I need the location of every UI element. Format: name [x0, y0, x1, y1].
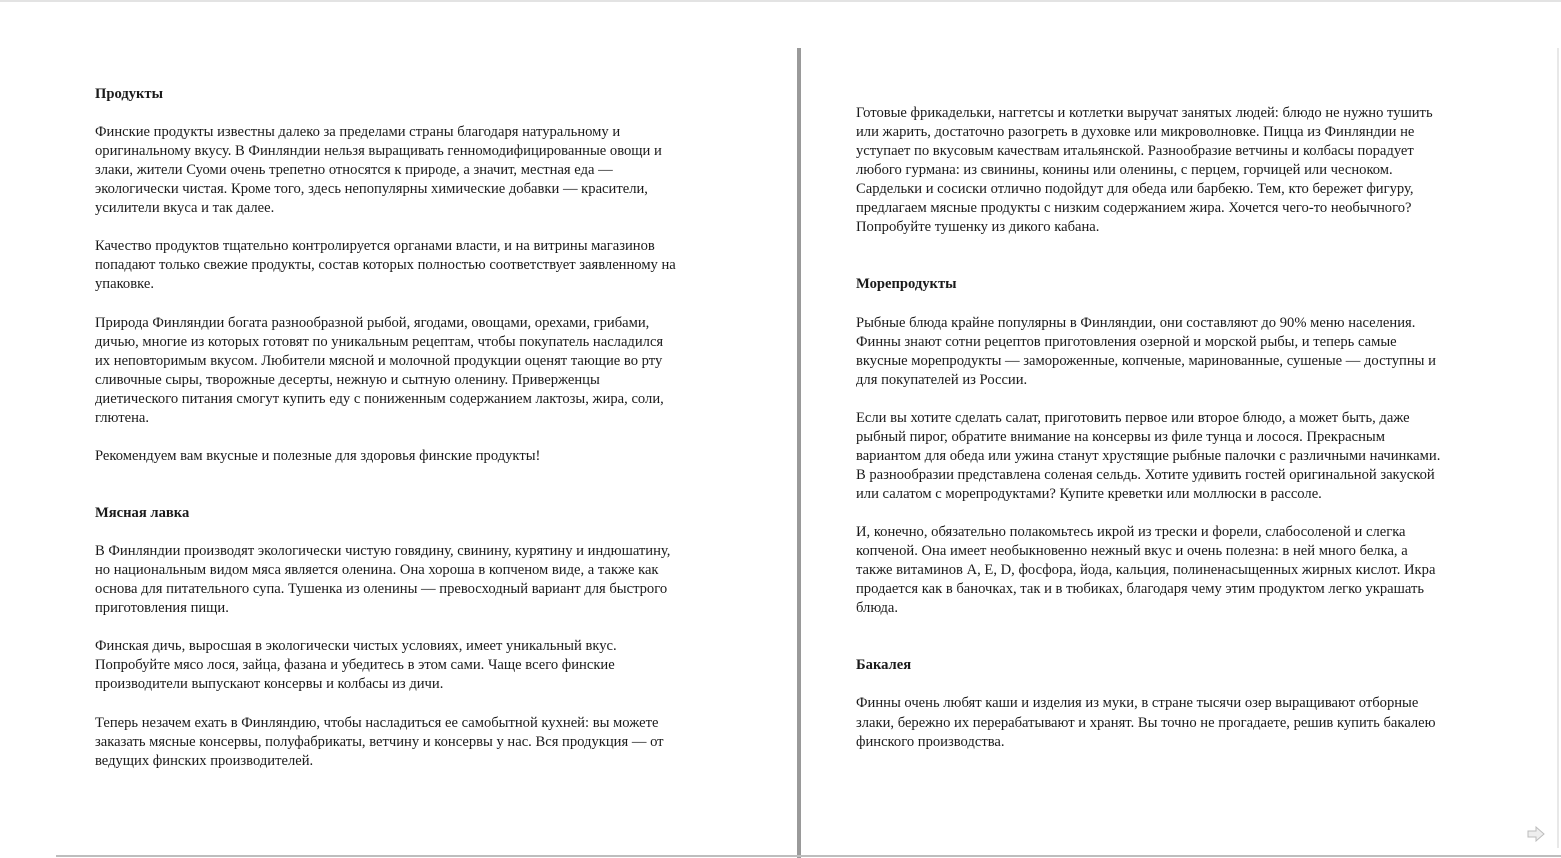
heading-products: Продукты: [95, 86, 163, 102]
paragraph-caviar: И, конечно, обязательно полакомьтесь икрой из трески и форели, слабосоленой и слегка копченой. Она имеет необыкновенно нежный вкус и очень полезна: в ней много белка, а также витаминов A, E, D, фосфора, йода, кальция, полиненасыщенных жирных кислот. Икра продается как в баночках, так и в тюбиках, благодаря чему этим продуктом легко украшать блюда.: [856, 524, 1436, 617]
paragraph-recommend: Рекомендуем вам вкусные и полезные для здоровья финские продукты!: [95, 447, 541, 464]
arrow-right-icon[interactable]: [1526, 826, 1546, 842]
paragraph-quality: Качество продуктов тщательно контролируется органами власти, и на витрины магазинов попадают только свежие продукты, состав которых полностью соответствует заявленному на упаковке.: [95, 238, 676, 293]
right-page-edge: [1557, 48, 1559, 848]
paragraph-fish-dishes: Рыбные блюда крайне популярны в Финляндии, они составляют до 90% меню населения. Финны знают сотни рецептов приготовления озерной и морской рыбы, и теперь самые вкусные морепродукты — замороженные, копченые, маринованные, сушеные — доступны и для покупателей из России.: [856, 314, 1436, 388]
heading-seafood: Морепродукты: [856, 276, 957, 293]
paragraph-ready-meals: Готовые фрикадельки, наггетсы и котлетки выручат занятых людей: блюдо не нужно тушить или жарить, достаточно разогреть в духовке или микроволновке. Пицца из Финляндии не уступает по вкусовым качествам итальянской. Разнообразие ветчины и колбасы порадует любого гурмана: из свинины, конины или оленины, с перцем, горчицей или чесноком. Сардельки и сосиски отлично подойдут для обеда или барбекю. Тем, кто бережет фигуру, предлагаем мясные продукты с низким содержанием жира. Хочется чего-то необычного? Попробуйте тушенку из дикого кабана.: [856, 105, 1433, 236]
bottom-border: [56, 855, 1561, 857]
paragraph-order-meat: Теперь незачем ехать в Финляндию, чтобы насладиться ее самобытной кухней: вы можете заказать мясные консервы, полуфабрикаты, ветчину и консервы у нас. Вся продукция — от ведущих финских производителей.: [95, 714, 664, 769]
page-divider: [797, 48, 801, 858]
heading-meat-shop: Мясная лавка: [95, 505, 190, 522]
paragraph-game-meat: Финская дичь, выросшая в экологически чистых условиях, имеет уникальный вкус. Попробуйте мясо лося, зайца, фазана и убедитесь в этом сами. Чаще всего финские производители выпускают консервы и колбасы из дичи.: [95, 638, 617, 693]
paragraph-canned-fish: Если вы хотите сделать салат, приготовить первое или второе блюдо, а может быть, даже рыбный пирог, обратите внимание на консервы из филе тунца и лосося. Прекрасным вариантом для обеда или ужина станут хрустящие рыбные палочки с различными начинками. В разнообразии представлена соленая сельдь. Хотите удивить гостей оригинальной закуской или салатом с морепродуктами? Купите креветки или моллюски в рассоле.: [856, 409, 1441, 502]
paragraph-nature: Природа Финляндии богата разнообразной рыбой, ягодами, овощами, орехами, грибами, дичью, многие из которых готовят по уникальным рецептам, чтобы покупатель насладился их неповторимым вкусом. Любители мясной и молочной продукции оценят тающие во рту сливочные сыры, творожные десерты, нежную и сытную оленину. Приверженцы диетического питания смогут купить еду с пониженным содержанием лактозы, жира, соли, глютена.: [95, 314, 664, 426]
paragraph-products-intro: Финские продукты известны далеко за пределами страны благодаря натуральному и оригинальному вкусу. В Финляндии нельзя выращивать генномодифицированные овощи и злаки, жители Суоми очень трепетно относятся к природе, а значит, местная еда — экологически чистая. Кроме того, здесь непопулярны химические добавки — красители, усилители вкуса и так далее.: [95, 124, 662, 217]
top-border: [0, 0, 1561, 2]
left-page: [95, 85, 755, 771]
paragraph-meat-intro: В Финляндии производят экологически чистую говядину, свинину, курятину и индюшатину, но национальным видом мяса является оленина. Она хороша в копченом виде, а также как основа для питательного супа. Тушенка из оленины — превосходный вариант для быстрого приготовления пищи.: [95, 543, 671, 617]
heading-grocery: Бакалея: [856, 657, 912, 674]
right-page: [856, 104, 1516, 752]
paragraph-grains: Финны очень любят каши и изделия из муки, в стране тысячи озер выращивают отборные злаки, бережно их перерабатывают и хранят. Вы точно не прогадаете, решив купить бакалею финского производства.: [856, 695, 1436, 750]
